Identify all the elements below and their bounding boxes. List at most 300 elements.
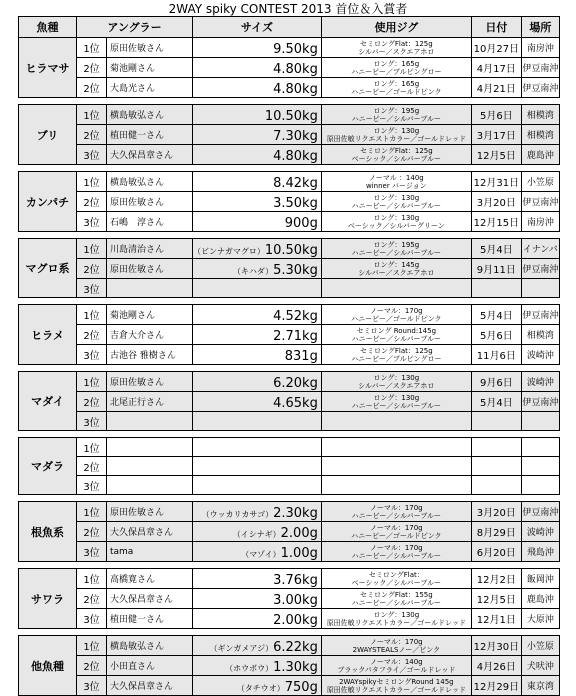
rank-cell: 2位 xyxy=(77,325,107,345)
size-cell xyxy=(193,412,322,431)
jig-cell xyxy=(321,172,471,192)
angler-cell: 原田佐敏さん xyxy=(107,502,193,522)
size-cell xyxy=(193,192,322,212)
size-value: 2.71kg xyxy=(273,329,318,344)
table-row xyxy=(19,438,560,457)
jig-model: ロング：165g xyxy=(373,59,420,68)
jig-color: ハニービー／ゴールドピンク xyxy=(351,531,442,540)
place-cell: 小笠原 xyxy=(521,636,559,656)
angler-cell xyxy=(107,412,193,431)
jig-cell xyxy=(321,392,471,412)
table-row xyxy=(19,522,560,542)
place-cell xyxy=(521,412,559,431)
jig-cell xyxy=(321,239,471,259)
jig-color: ハニービー／シルバーブルー xyxy=(351,551,442,560)
jig-color: ベーシック／シルバーグリーン xyxy=(347,221,445,230)
fish-name-cell: マグロ系 xyxy=(19,239,77,298)
jig-model: セミロングFlat：125g xyxy=(360,146,433,155)
species-note: （ホウボウ） xyxy=(225,664,274,673)
spacer-cell xyxy=(19,165,560,172)
table-row xyxy=(19,476,560,495)
date-cell: 12月29日 xyxy=(471,676,521,696)
rank-cell: 2位 xyxy=(77,78,107,98)
jig-cell xyxy=(321,145,471,165)
date-cell: 9月11日 xyxy=(471,259,521,279)
jig-color: 原田佐敏リクエストカラー／ゴールドレッド xyxy=(326,618,466,627)
fish-name-cell: マダラ xyxy=(19,438,77,495)
spacer-cell xyxy=(19,232,560,239)
species-note: （タチウオ） xyxy=(236,684,285,693)
place-cell: 波崎沖 xyxy=(521,345,559,365)
size-value: 4.80kg xyxy=(273,82,318,97)
angler-cell: 横島敏弘さん xyxy=(107,636,193,656)
angler-cell: 川島清治さん xyxy=(107,239,193,259)
jig-cell xyxy=(321,125,471,145)
size-cell xyxy=(193,145,322,165)
size-value: 7.30kg xyxy=(273,129,318,144)
size-cell xyxy=(193,392,322,412)
rank-cell: 3位 xyxy=(77,676,107,696)
place-cell: 相模湾 xyxy=(521,325,559,345)
date-cell: 3月20日 xyxy=(471,192,521,212)
angler-cell: 大久保昌章さん xyxy=(107,145,193,165)
size-cell xyxy=(193,656,322,676)
section-spacer xyxy=(19,431,560,438)
place-cell: 飯岡沖 xyxy=(521,569,559,589)
table-body xyxy=(19,38,560,696)
jig-cell xyxy=(321,212,471,232)
jig-color: ハニービー／ゴールドピンク xyxy=(351,314,442,323)
fish-name-cell: マダイ xyxy=(19,372,77,431)
angler-cell: 大久保昌章さん xyxy=(107,522,193,542)
date-cell: 11月6日 xyxy=(471,345,521,365)
date-cell: 12月1日 xyxy=(471,609,521,629)
rank-cell: 2位 xyxy=(77,589,107,609)
date-cell: 3月20日 xyxy=(471,502,521,522)
jig-color: ハニービー／シルバーブルー xyxy=(351,114,442,123)
jig-model: ノーマル：170g xyxy=(370,523,423,532)
date-cell: 4月21日 xyxy=(471,78,521,98)
place-cell: 東京湾 xyxy=(521,676,559,696)
jig-cell xyxy=(321,192,471,212)
size-cell xyxy=(193,502,322,522)
header-size: サイズ xyxy=(193,17,322,38)
table-row xyxy=(19,325,560,345)
jig-cell xyxy=(321,569,471,589)
size-cell xyxy=(193,279,322,298)
table-row xyxy=(19,636,560,656)
size-cell xyxy=(193,589,322,609)
date-cell: 12月15日 xyxy=(471,212,521,232)
jig-model: セミロングFlat：155g xyxy=(360,590,433,599)
jig-cell xyxy=(321,476,471,495)
jig-model: ロング：130g xyxy=(373,126,420,135)
size-value: 2.30kg xyxy=(273,506,318,521)
angler-cell: 小田直さん xyxy=(107,656,193,676)
angler-cell xyxy=(107,476,193,495)
jig-color: 原田佐敏リクエストカラー／ゴールドレッド xyxy=(326,134,466,143)
size-value: 3.76kg xyxy=(273,573,318,588)
table-row xyxy=(19,212,560,232)
size-cell xyxy=(193,239,322,259)
species-note: （ギンガメアジ） xyxy=(209,644,274,653)
size-value: 6.22kg xyxy=(273,640,318,655)
size-cell xyxy=(193,345,322,365)
size-value: 1.00g xyxy=(280,546,318,561)
table-row xyxy=(19,305,560,325)
angler-cell: tama xyxy=(107,542,193,562)
fish-name-cell: ブリ xyxy=(19,105,77,165)
jig-cell xyxy=(321,457,471,476)
place-cell: 大原沖 xyxy=(521,609,559,629)
jig-cell xyxy=(321,345,471,365)
place-cell: 相模湾 xyxy=(521,105,559,125)
table-row xyxy=(19,392,560,412)
place-cell: 伊豆南沖 xyxy=(521,58,559,78)
table-row xyxy=(19,345,560,365)
date-cell: 4月17日 xyxy=(471,58,521,78)
header-jig: 使用ジグ xyxy=(321,17,471,38)
table-row xyxy=(19,676,560,696)
rank-cell: 2位 xyxy=(77,656,107,676)
jig-color: ハニービー／ゴールドピンク xyxy=(351,87,442,96)
size-cell xyxy=(193,58,322,78)
jig-cell xyxy=(321,305,471,325)
size-cell xyxy=(193,569,322,589)
species-note: （イシナギ） xyxy=(232,530,281,539)
date-cell: 4月26日 xyxy=(471,656,521,676)
spacer-cell xyxy=(19,365,560,372)
size-value: 3.50kg xyxy=(273,196,318,211)
jig-cell xyxy=(321,78,471,98)
jig-cell xyxy=(321,542,471,562)
angler-cell xyxy=(107,279,193,298)
place-cell: 相模湾 xyxy=(521,125,559,145)
jig-model: ロング：130g xyxy=(373,393,420,402)
jig-model: セミロングFlat：125g xyxy=(360,346,433,355)
jig-color: 原田佐敏リクエストカラー／ゴールドレッド xyxy=(326,685,466,694)
species-note: （マゾイ） xyxy=(241,550,281,559)
size-value: 5.30kg xyxy=(273,263,318,278)
table-row xyxy=(19,38,560,58)
angler-cell: 原田佐敏さん xyxy=(107,259,193,279)
spacer-cell xyxy=(19,298,560,305)
place-cell xyxy=(521,438,559,457)
size-cell xyxy=(193,476,322,495)
jig-color: ブラックパタフライ／ゴールドレッド xyxy=(337,665,456,674)
table-row xyxy=(19,609,560,629)
size-value: 9.50kg xyxy=(273,42,318,57)
place-cell xyxy=(521,279,559,298)
size-value: 750g xyxy=(284,680,318,695)
size-cell xyxy=(193,609,322,629)
rank-cell: 2位 xyxy=(77,392,107,412)
jig-color: シルバー／スクエアホロ xyxy=(358,381,435,390)
rank-cell: 1位 xyxy=(77,105,107,125)
table-row xyxy=(19,172,560,192)
size-value: 10.50kg xyxy=(264,243,318,258)
jig-cell xyxy=(321,522,471,542)
jig-color: 2WAYSTEALSノー／ピンク xyxy=(352,645,441,654)
rank-cell: 3位 xyxy=(77,145,107,165)
rank-cell: 2位 xyxy=(77,125,107,145)
place-cell: 波崎沖 xyxy=(521,372,559,392)
size-value: 1.30kg xyxy=(273,660,318,675)
date-cell xyxy=(471,412,521,431)
table-row xyxy=(19,145,560,165)
jig-cell xyxy=(321,656,471,676)
table-row xyxy=(19,105,560,125)
date-cell: 12月5日 xyxy=(471,589,521,609)
jig-color: ハニービー／シルバーブルー xyxy=(351,248,442,257)
rank-cell: 3位 xyxy=(77,542,107,562)
jig-model: 2WAYspikyセミロングRound 145g xyxy=(339,677,454,686)
place-cell: 鹿島沖 xyxy=(521,145,559,165)
table-row xyxy=(19,125,560,145)
date-cell xyxy=(471,279,521,298)
jig-model: ロング：130g xyxy=(373,213,420,222)
place-cell: 伊豆南沖 xyxy=(521,78,559,98)
jig-model: ロング：165g xyxy=(373,79,420,88)
jig-color: ハニービー／シルバーブルー xyxy=(351,201,442,210)
place-cell: 伊豆南沖 xyxy=(521,502,559,522)
size-value: 4.80kg xyxy=(273,62,318,77)
size-cell xyxy=(193,372,322,392)
size-value: 900g xyxy=(284,216,318,231)
angler-cell: 横島敏弘さん xyxy=(107,105,193,125)
jig-model: ノーマル：170g xyxy=(370,637,423,646)
table-row xyxy=(19,656,560,676)
size-value: 831g xyxy=(284,349,318,364)
place-cell: 南房沖 xyxy=(521,38,559,58)
header-place: 場所 xyxy=(521,17,559,38)
size-value: 2.00g xyxy=(280,526,318,541)
jig-cell xyxy=(321,589,471,609)
rank-cell: 2位 xyxy=(77,457,107,476)
size-cell xyxy=(193,38,322,58)
jig-cell xyxy=(321,636,471,656)
jig-model: ロング：130g xyxy=(373,373,420,382)
size-cell xyxy=(193,457,322,476)
angler-cell: 高橋寛さん xyxy=(107,569,193,589)
date-cell: 8月29日 xyxy=(471,522,521,542)
jig-model: ノーマル：140g xyxy=(370,657,423,666)
size-value: 4.80kg xyxy=(273,149,318,164)
angler-cell: 大久保昌章さん xyxy=(107,589,193,609)
section-spacer xyxy=(19,298,560,305)
size-cell xyxy=(193,325,322,345)
jig-color: ハニービー／シルバーブルー xyxy=(351,511,442,520)
jig-cell xyxy=(321,676,471,696)
size-cell xyxy=(193,78,322,98)
angler-cell: 大島光さん xyxy=(107,78,193,98)
section-spacer xyxy=(19,98,560,105)
rank-cell: 3位 xyxy=(77,609,107,629)
header-fish: 魚種 xyxy=(19,17,77,38)
table-row xyxy=(19,589,560,609)
jig-cell xyxy=(321,38,471,58)
jig-color: シルバー／スクエアホロ xyxy=(358,268,435,277)
jig-cell xyxy=(321,58,471,78)
angler-cell: 吉倉大介さん xyxy=(107,325,193,345)
rank-cell: 1位 xyxy=(77,636,107,656)
fish-name-cell: 他魚種 xyxy=(19,636,77,696)
size-value: 4.65kg xyxy=(273,396,318,411)
table-row xyxy=(19,58,560,78)
table-row xyxy=(19,78,560,98)
header-row xyxy=(19,17,560,38)
spacer-cell xyxy=(19,431,560,438)
angler-cell: 植田健一さん xyxy=(107,125,193,145)
size-value: 10.50kg xyxy=(264,109,318,124)
jig-model: ノーマル ：140g xyxy=(368,173,424,182)
date-cell: 5月6日 xyxy=(471,105,521,125)
fish-name-cell: 根魚系 xyxy=(19,502,77,562)
table-row xyxy=(19,412,560,431)
place-cell: 鹿島沖 xyxy=(521,589,559,609)
jig-model: ロング：145g xyxy=(373,260,420,269)
date-cell: 5月6日 xyxy=(471,325,521,345)
rank-cell: 1位 xyxy=(77,502,107,522)
rank-cell: 1位 xyxy=(77,239,107,259)
fish-name-cell: ヒラマサ xyxy=(19,38,77,98)
place-cell: 伊豆南沖 xyxy=(521,259,559,279)
date-cell xyxy=(471,457,521,476)
angler-cell: 大久保昌章さん xyxy=(107,676,193,696)
table-row xyxy=(19,239,560,259)
size-cell xyxy=(193,305,322,325)
jig-model: セミロング Round:145g xyxy=(356,326,437,335)
size-value: 4.52kg xyxy=(273,309,318,324)
jig-cell xyxy=(321,438,471,457)
date-cell: 5月4日 xyxy=(471,305,521,325)
date-cell xyxy=(471,476,521,495)
angler-cell xyxy=(107,457,193,476)
place-cell: 犬吠沖 xyxy=(521,656,559,676)
jig-color: winner バージョン xyxy=(366,181,427,190)
fish-name-cell: カンパチ xyxy=(19,172,77,232)
angler-cell: 原田佐敏さん xyxy=(107,372,193,392)
place-cell: 飛島沖 xyxy=(521,542,559,562)
spacer-cell xyxy=(19,562,560,569)
header-date: 日付 xyxy=(471,17,521,38)
rank-cell: 1位 xyxy=(77,305,107,325)
fish-name-cell: サワラ xyxy=(19,569,77,629)
angler-cell xyxy=(107,438,193,457)
table-row xyxy=(19,542,560,562)
jig-color: シルバー／スクエアホロ xyxy=(358,47,435,56)
date-cell: 3月17日 xyxy=(471,125,521,145)
place-cell: イナンバ xyxy=(521,239,559,259)
place-cell: 伊豆南沖 xyxy=(521,192,559,212)
table-row xyxy=(19,192,560,212)
rank-cell: 1位 xyxy=(77,569,107,589)
rank-cell: 1位 xyxy=(77,38,107,58)
jig-cell xyxy=(321,259,471,279)
size-cell xyxy=(193,212,322,232)
rank-cell: 3位 xyxy=(77,412,107,431)
page-title: 2WAY spiky CONTEST 2013 首位＆入賞者 xyxy=(168,2,408,16)
rank-cell: 2位 xyxy=(77,259,107,279)
jig-color: ベーシック／シルバーブルー xyxy=(351,154,442,163)
jig-color: ハニービー／シルバーブルー xyxy=(351,598,442,607)
rank-cell: 3位 xyxy=(77,212,107,232)
date-cell: 12月5日 xyxy=(471,145,521,165)
angler-cell: 菊池剛さん xyxy=(107,58,193,78)
date-cell: 12月2日 xyxy=(471,569,521,589)
place-cell xyxy=(521,476,559,495)
angler-cell: 石嶋 淳さん xyxy=(107,212,193,232)
angler-cell: 古池谷 雅樹さん xyxy=(107,345,193,365)
jig-cell xyxy=(321,105,471,125)
jig-cell xyxy=(321,279,471,298)
jig-cell xyxy=(321,372,471,392)
size-value: 3.00kg xyxy=(273,593,318,608)
rank-cell: 1位 xyxy=(77,172,107,192)
place-cell: 伊豆南沖 xyxy=(521,392,559,412)
date-cell: 5月4日 xyxy=(471,239,521,259)
section-spacer xyxy=(19,165,560,172)
place-cell: 波崎沖 xyxy=(521,522,559,542)
rank-cell: 2位 xyxy=(77,522,107,542)
contest-table xyxy=(18,16,560,696)
section-spacer xyxy=(19,562,560,569)
angler-cell: 原田佐敏さん xyxy=(107,38,193,58)
section-spacer xyxy=(19,629,560,636)
angler-cell: 植田健一さん xyxy=(107,609,193,629)
jig-model: ロング：195g xyxy=(373,106,420,115)
spacer-cell xyxy=(19,495,560,502)
jig-cell xyxy=(321,325,471,345)
jig-color: ベーシック／シルバーブルー xyxy=(351,578,442,587)
size-cell xyxy=(193,125,322,145)
jig-model: ノーマル：170g xyxy=(370,306,423,315)
jig-model: ノーマル：170g xyxy=(370,543,423,552)
place-cell: 南房沖 xyxy=(521,212,559,232)
jig-cell xyxy=(321,412,471,431)
size-cell xyxy=(193,636,322,656)
angler-cell: 北尾正行さん xyxy=(107,392,193,412)
table-row xyxy=(19,457,560,476)
rank-cell: 1位 xyxy=(77,438,107,457)
jig-model: ロング：195g xyxy=(373,240,420,249)
place-cell xyxy=(521,457,559,476)
section-spacer xyxy=(19,232,560,239)
angler-cell: 原田佐敏さん xyxy=(107,192,193,212)
size-cell xyxy=(193,172,322,192)
size-value: 8.42kg xyxy=(273,176,318,191)
header-angler: アングラー xyxy=(77,17,193,38)
rank-cell: 3位 xyxy=(77,476,107,495)
jig-model: ロング：130g xyxy=(373,610,420,619)
size-cell xyxy=(193,105,322,125)
table-row xyxy=(19,502,560,522)
date-cell: 10月27日 xyxy=(471,38,521,58)
angler-cell: 菊池剛さん xyxy=(107,305,193,325)
jig-cell xyxy=(321,502,471,522)
date-cell: 9月6日 xyxy=(471,372,521,392)
rank-cell: 1位 xyxy=(77,372,107,392)
place-cell: 伊豆南沖 xyxy=(521,305,559,325)
size-cell xyxy=(193,676,322,696)
species-note: （キハダ） xyxy=(232,267,274,276)
rank-cell: 2位 xyxy=(77,58,107,78)
rank-cell: 2位 xyxy=(77,192,107,212)
jig-model: セミロングFlat：125g xyxy=(360,39,433,48)
jig-color: ハニービー／シルバーブルー xyxy=(351,334,442,343)
size-cell xyxy=(193,259,322,279)
size-value: 6.20kg xyxy=(273,376,318,391)
